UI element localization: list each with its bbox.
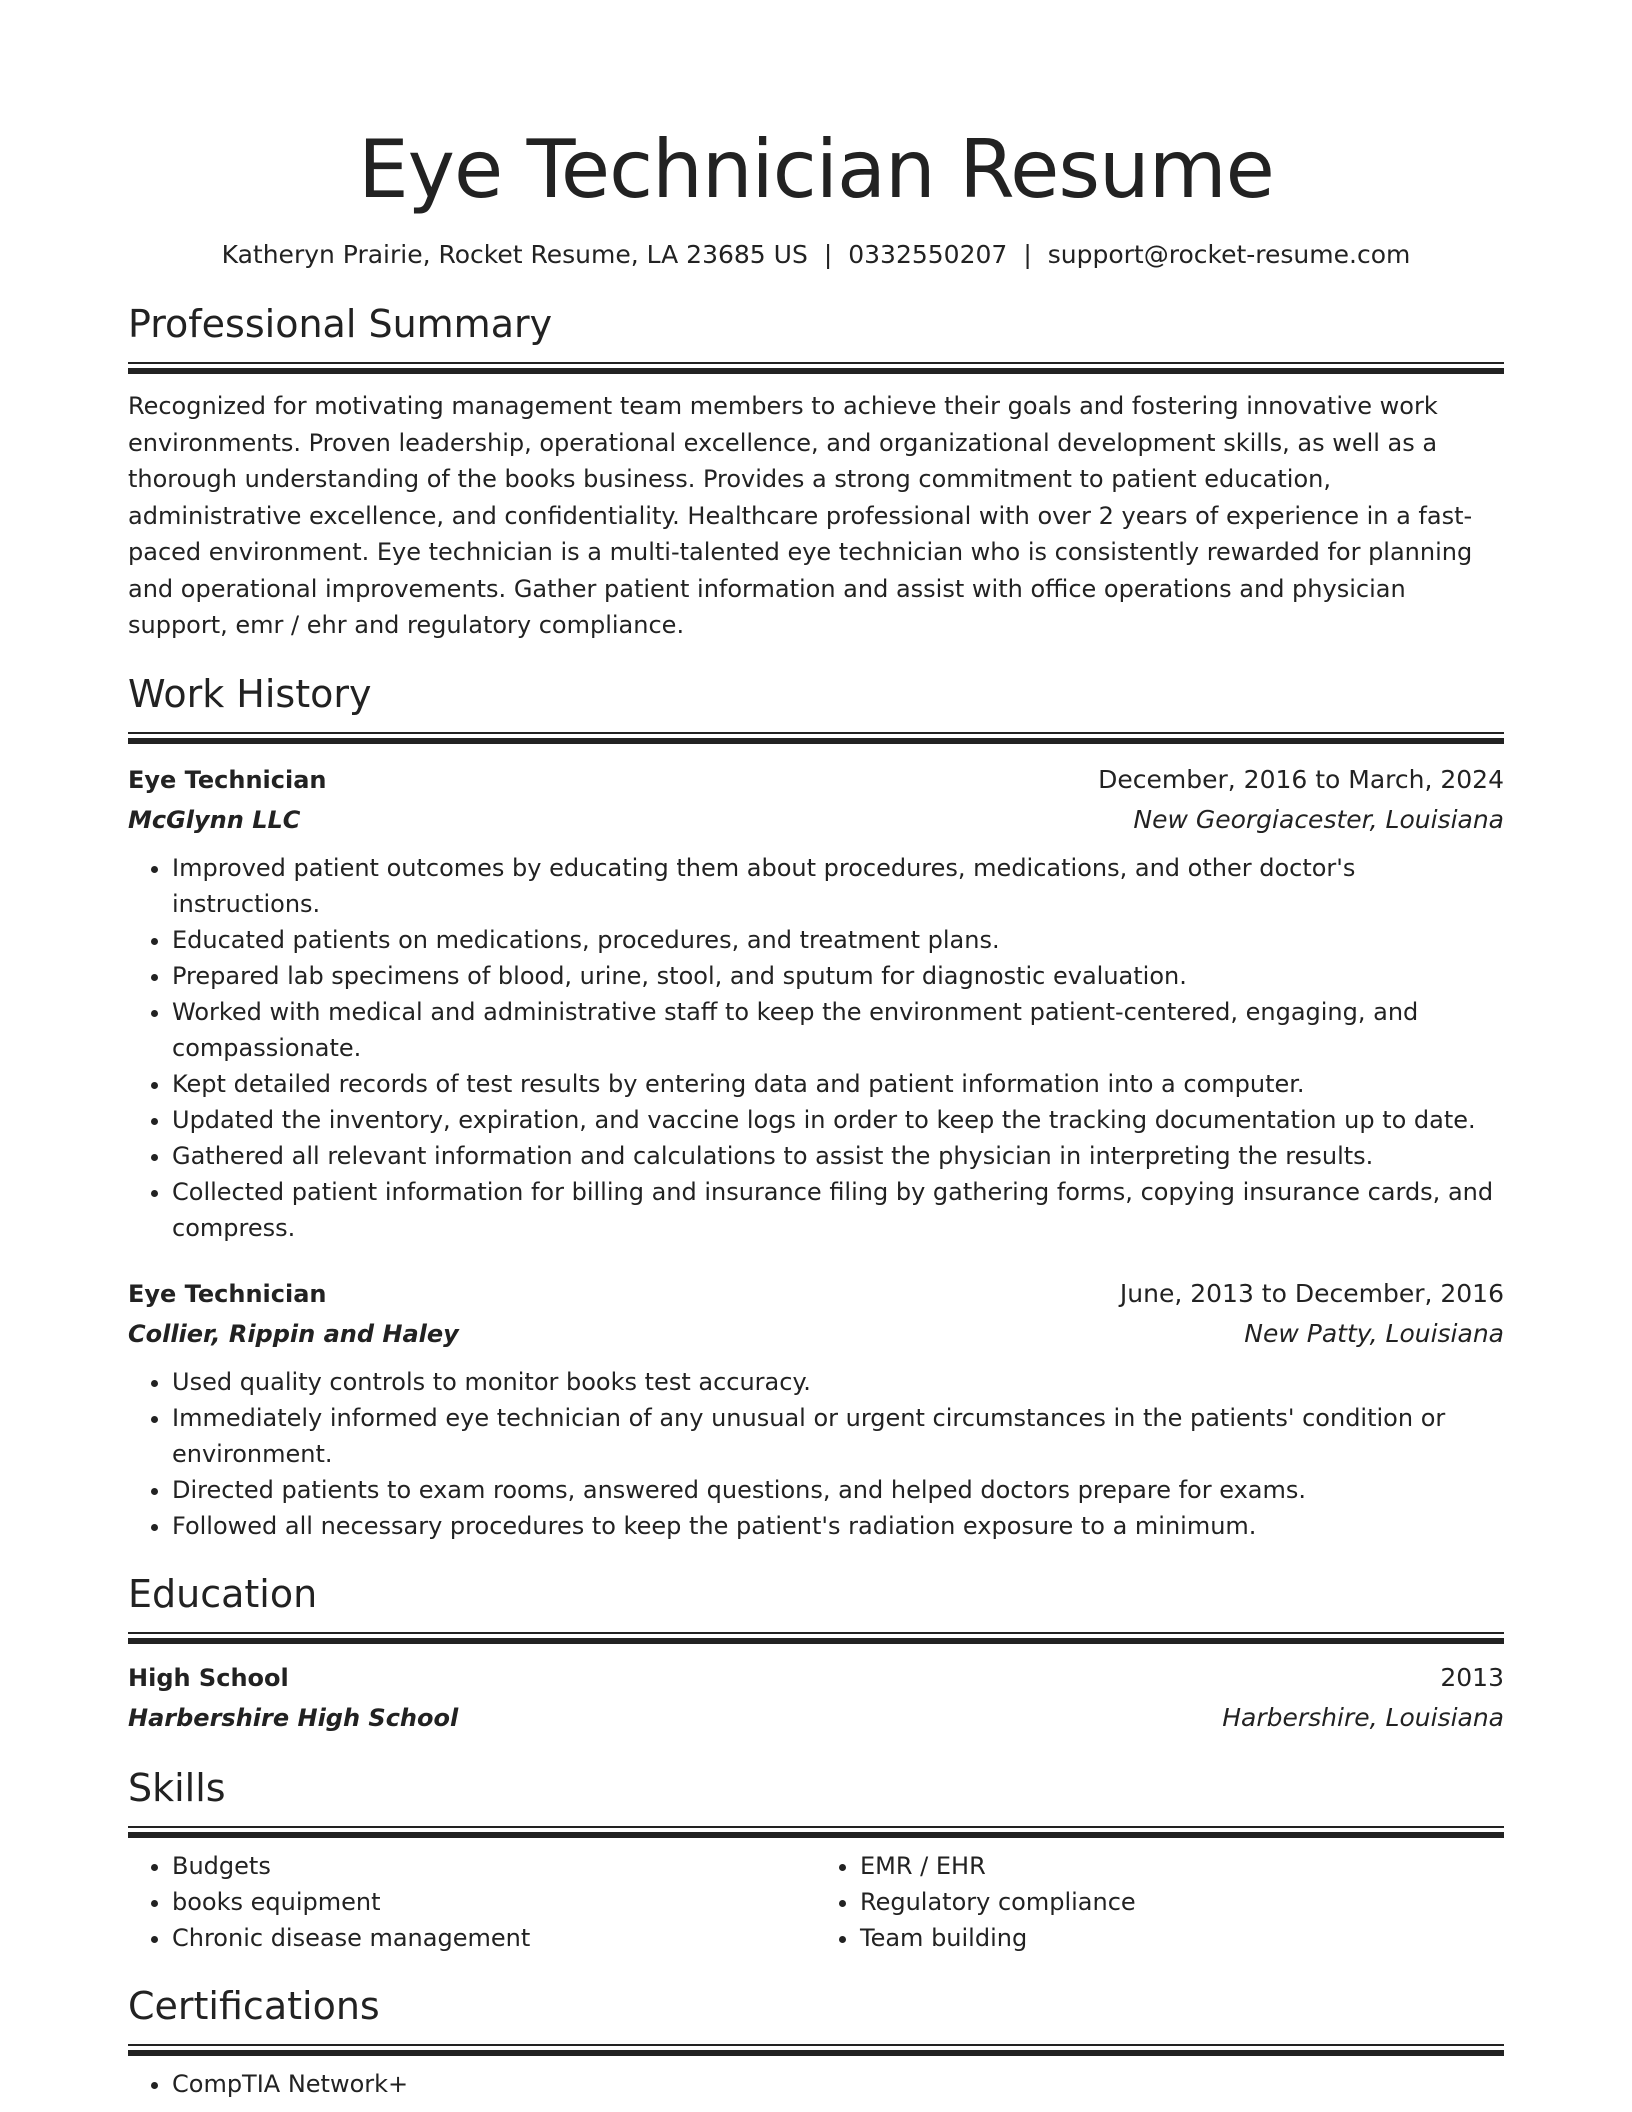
section-divider	[128, 732, 1504, 744]
certifications-list	[128, 2066, 1504, 2102]
list-item: • Gathered all relevant information and calculations to assist the physician in interpreting the results.	[172, 1138, 1504, 1174]
section-divider	[128, 2044, 1504, 2056]
summary-text: Recognized for motivating management team members to achieve their goals and fostering innovative work environments. Proven leadership, operational excellence, and organizational development skills, as well as a thorough understanding of the books business. Provides a strong commitment to patient education, administrative excellence, and confidentiality. Healthcare professional with over 2 years of experience in a fast-paced environment. Eye technician is a multi-talented eye technician who is consistently rewarded for planning and operational improvements. Gather patient information and assist with office operations and physician support, emr / ehr and regulatory compliance.	[128, 392, 1473, 639]
job-dates: June, 2013 to December, 2016	[1119, 1278, 1504, 1308]
section-heading-education: Education	[128, 1571, 318, 1616]
job-title: Eye Technician	[128, 765, 327, 794]
list-item: • Used quality controls to monitor books test accuracy.	[172, 1364, 1504, 1400]
contact-address: Katheryn Prairie, Rocket Resume, LA 23685 US	[221, 240, 808, 269]
job-title-row	[128, 1274, 1504, 1314]
list-item: • Collected patient information for billing and insurance filing by gathering forms, copying insurance cards, and compress.	[172, 1174, 1504, 1246]
list-item: • Team building	[860, 1920, 1504, 1956]
education-year: 2013	[1440, 1662, 1504, 1692]
skills-columns	[128, 1838, 1504, 1956]
job-entry	[128, 760, 1504, 1246]
education-degree: High School	[128, 1663, 289, 1692]
job-dates: December, 2016 to March, 2024	[1098, 764, 1504, 794]
job-title-row	[128, 760, 1504, 800]
list-item: • Immediately informed eye technician of any unusual or urgent circumstances in the patients' condition or environment.	[172, 1400, 1504, 1472]
list-item: • Directed patients to exam rooms, answered questions, and helped doctors prepare for exams.	[172, 1472, 1504, 1508]
list-item: • Worked with medical and administrative staff to keep the environment patient-centered, engaging, and compassionate.	[172, 994, 1504, 1066]
job-title: Eye Technician	[128, 1279, 327, 1308]
contact-email: support@rocket-resume.com	[1047, 240, 1411, 269]
summary-section	[128, 300, 1504, 644]
work-section	[128, 670, 1504, 1544]
resume-title: Eye Technician Resume	[358, 123, 1274, 216]
section-divider	[128, 362, 1504, 374]
job-location: New Patty, Louisiana	[1244, 1318, 1504, 1348]
job-location: New Georgiacester, Louisiana	[1133, 804, 1504, 834]
skills-section	[128, 1764, 1504, 1956]
education-entry	[128, 1658, 1504, 1738]
education-school-row	[128, 1698, 1504, 1738]
section-heading-summary: Professional Summary	[128, 302, 553, 346]
list-item: • books equipment	[172, 1884, 816, 1920]
contact-separator: |	[1023, 240, 1032, 269]
job-company-row	[128, 1314, 1504, 1354]
list-item: • Prepared lab specimens of blood, urine, stool, and sputum for diagnostic evaluation.	[172, 958, 1504, 994]
contact-separator: |	[823, 240, 833, 269]
section-heading-skills: Skills	[128, 1765, 226, 1810]
certifications-section	[128, 1982, 1504, 2102]
section-divider	[128, 1826, 1504, 1838]
job-bullets	[128, 1364, 1504, 1544]
list-item: • Followed all necessary procedures to keep the patient's radiation exposure to a minimum.	[172, 1508, 1504, 1544]
job-entry	[128, 1274, 1504, 1544]
job-bullets	[128, 850, 1504, 1246]
skills-list-right	[816, 1848, 1504, 1956]
list-item: • Updated the inventory, expiration, and vaccine logs in order to keep the tracking documentation up to date.	[172, 1102, 1504, 1138]
contact-phone: 0332550207	[848, 240, 1008, 269]
list-item: • Kept detailed records of test results by entering data and patient information into a computer.	[172, 1066, 1504, 1102]
list-item: • Regulatory compliance	[860, 1884, 1504, 1920]
education-location: Harbershire, Louisiana	[1222, 1702, 1504, 1732]
education-school: Harbershire High School	[128, 1703, 459, 1732]
section-heading-certifications: Certifications	[128, 1983, 380, 2028]
list-item: • Chronic disease management	[172, 1920, 816, 1956]
job-company-row	[128, 800, 1504, 840]
skills-list-left	[128, 1848, 816, 1956]
list-item: • Improved patient outcomes by educating them about procedures, medications, and other doctor's instructions.	[172, 850, 1504, 922]
job-company: Collier, Rippin and Haley	[128, 1319, 459, 1348]
education-section	[128, 1570, 1504, 1738]
list-item: • Budgets	[172, 1848, 816, 1884]
section-heading-work: Work History	[128, 671, 372, 716]
list-item: • EMR / EHR	[860, 1848, 1504, 1884]
education-degree-row	[128, 1658, 1504, 1698]
list-item: • Educated patients on medications, procedures, and treatment plans.	[172, 922, 1504, 958]
list-item: • CompTIA Network+	[172, 2066, 1504, 2102]
section-divider	[128, 1632, 1504, 1644]
job-company: McGlynn LLC	[128, 805, 301, 834]
contact-line	[128, 238, 1504, 272]
